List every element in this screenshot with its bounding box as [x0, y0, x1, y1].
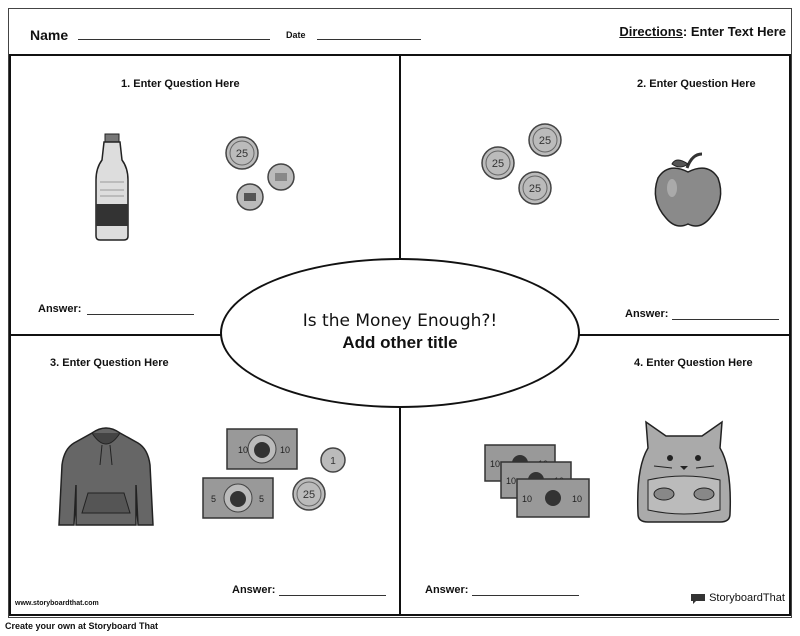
panel-2-answer-line[interactable]: [672, 319, 779, 320]
panel-3-bill-1-right-value: 10: [280, 445, 291, 455]
panel-3-bill-1-left-value: 10: [238, 445, 249, 455]
panel-3-money: [200, 428, 350, 523]
storyboardthat-logo: [690, 592, 785, 604]
directions-text: : Enter Text Here: [682, 24, 786, 39]
name-line[interactable]: [78, 39, 270, 40]
panel-4-bill-1-left-value: 10: [490, 459, 501, 469]
panel-4-bill-3-left-value: 10: [522, 494, 533, 504]
panel-1-coin-value: 25: [235, 148, 249, 160]
date-line[interactable]: [317, 39, 421, 40]
panel-3-coin-1-value: 1: [330, 456, 336, 467]
apple-image: [652, 150, 724, 230]
panel-3-answer-label: Answer:: [232, 584, 276, 596]
panel-3-bill-2-left-value: 5: [211, 494, 217, 504]
hoodie-image: [58, 425, 154, 530]
directions-label: Directions: [619, 24, 683, 39]
panel-2-coin-2-value: 25: [491, 158, 505, 170]
panel-4-answer-line[interactable]: [472, 595, 579, 596]
panel-1-answer-line[interactable]: [87, 314, 194, 315]
cat-backpack-image: [634, 418, 734, 524]
panel-2-answer-label: Answer:: [625, 308, 669, 320]
brand-name: StoryboardThat: [709, 592, 785, 604]
panel-4-question[interactable]: 4. Enter Question Here: [634, 357, 753, 369]
water-bottle-image: [92, 132, 132, 242]
watermark-url: www.storyboardthat.com: [15, 600, 99, 607]
panel-3-coin-2-value: 25: [302, 489, 316, 501]
panel-3-answer-line[interactable]: [279, 595, 386, 596]
name-label: Name: [30, 27, 69, 43]
worksheet-title[interactable]: Is the Money Enough?!: [302, 311, 498, 331]
panel-2-coin-1-value: 25: [538, 135, 552, 147]
panel-4-bill-2-left-value: 10: [506, 476, 517, 486]
panel-1-question[interactable]: 1. Enter Question Here: [121, 78, 240, 90]
panel-2-question[interactable]: 2. Enter Question Here: [637, 78, 756, 90]
worksheet-subtitle[interactable]: Add other title: [342, 333, 458, 352]
panel-1-coins: [225, 135, 300, 215]
panel-1-answer-label: Answer:: [38, 303, 82, 315]
panel-4-money: [482, 443, 592, 521]
date-label: Date: [286, 30, 306, 40]
panel-4-answer-label: Answer:: [425, 584, 469, 596]
create-your-own-link[interactable]: Create your own at Storyboard That: [5, 621, 159, 631]
panel-2-coin-3-value: 25: [528, 183, 542, 195]
panel-3-question[interactable]: 3. Enter Question Here: [50, 357, 169, 369]
panel-2-coins: [478, 122, 563, 212]
panel-4-bill-3-right-value: 10: [572, 494, 583, 504]
storyboard-icon: [690, 592, 706, 604]
directions[interactable]: [619, 24, 786, 39]
panel-3-bill-2-right-value: 5: [259, 494, 265, 504]
